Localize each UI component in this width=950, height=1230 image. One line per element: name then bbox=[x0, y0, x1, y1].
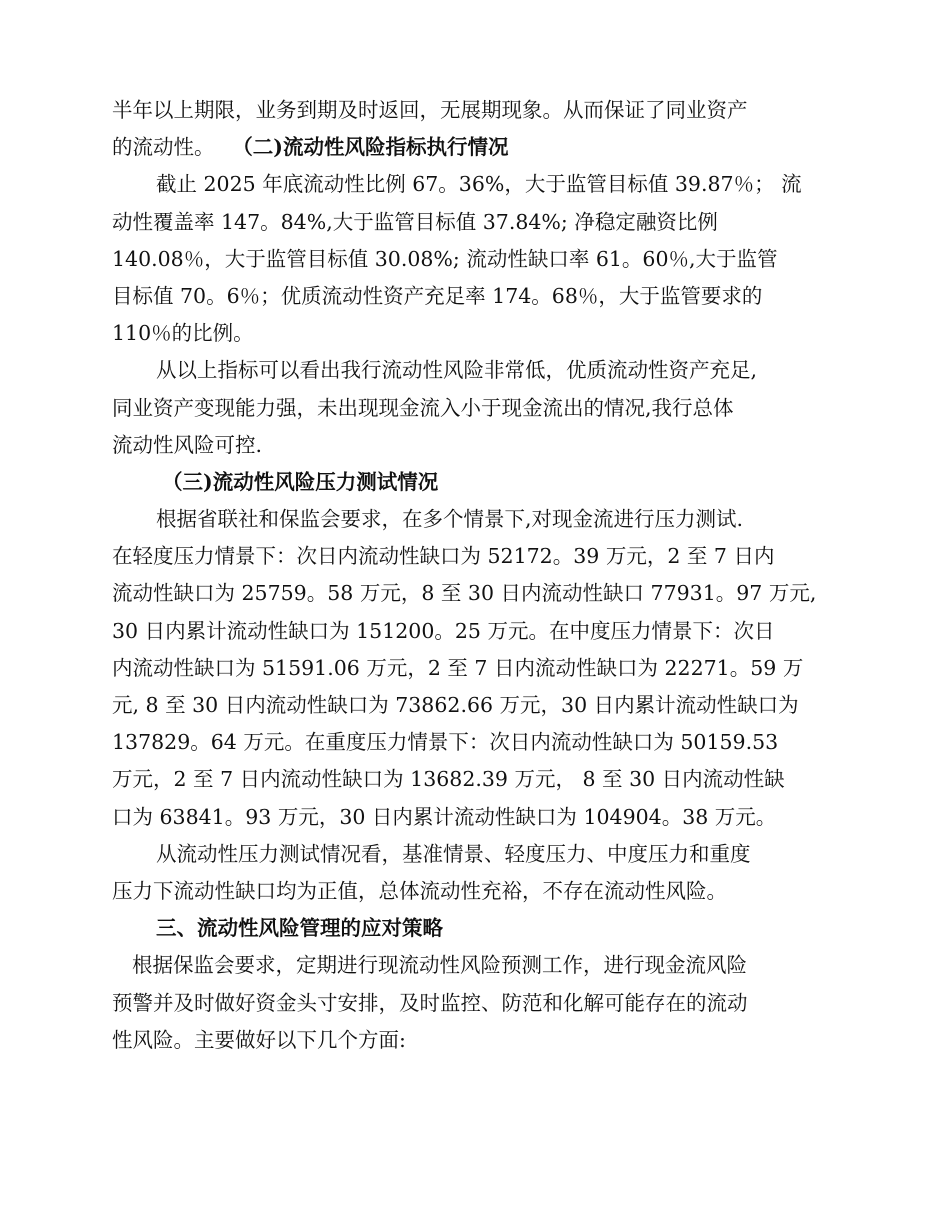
section-heading-liquidity-indicators: （二)流动性风险指标执行情况 bbox=[242, 135, 509, 160]
text-line: 从流动性压力测试情况看，基准情景、轻度压力、中度压力和重度 bbox=[156, 841, 751, 866]
text-line: 元, 8 至 30 日内流动性缺口为 73862.66 万元，30 日内累计流动性缺口为 bbox=[112, 693, 799, 717]
text-line: 半年以上期限，业务到期及时返回，无展期现象。从而保证了同业资产 bbox=[112, 98, 748, 122]
text-line: 从以上指标可以看出我行流动性风险非常低，优质流动性资产充足, bbox=[156, 358, 758, 383]
text-line: 性风险。主要做好以下几个方面: bbox=[112, 1027, 406, 1052]
section-heading-stress-test: （三)流动性风险压力测试情况 bbox=[162, 469, 439, 494]
document-body bbox=[112, 92, 842, 1059]
text-line: 110％的比例。 bbox=[112, 321, 254, 346]
text-line: 在轻度压力情景下：次日内流动性缺口为 52172。39 万元，2 至 7 日内 bbox=[112, 544, 775, 569]
text-fragment: 的流动性。 bbox=[112, 135, 215, 160]
section-heading-strategy: 三、流动性风险管理的应对策略 bbox=[156, 916, 443, 941]
text-line: 动性覆盖率 147。84%,大于监管目标值 37.84%; 净稳定融资比例 bbox=[112, 209, 718, 234]
text-line: 压力下流动性缺口均为正值，总体流动性充裕，不存在流动性风险。 bbox=[112, 878, 727, 903]
text-line: 30 日内累计流动性缺口为 151200。25 万元。在中度压力情景下：次日 bbox=[112, 618, 775, 643]
text-line: 截止 2025 年底流动性比例 67。36%，大于监管目标值 39.87％； 流 bbox=[156, 172, 802, 197]
text-line: 万元，2 至 7 日内流动性缺口为 13682.39 万元， 8 至 30 日内流动性缺 bbox=[112, 767, 785, 792]
text-line: 140.08％，大于监管目标值 30.08%; 流动性缺口率 61。60％,大于监管 bbox=[112, 246, 778, 271]
text-line-with-heading bbox=[112, 129, 842, 166]
text-line: 预警并及时做好资金头寸安排，及时监控、防范和化解可能存在的流动 bbox=[112, 990, 748, 1015]
text-line: 流动性缺口为 25759。58 万元，8 至 30 日内流动性缺口 77931。97 万元, bbox=[112, 581, 817, 606]
text-line: 根据省联社和保监会要求，在多个情景下,对现金流进行压力测试. bbox=[156, 507, 744, 532]
text-line: 137829。64 万元。在重度压力情景下：次日内流动性缺口为 50159.53 bbox=[112, 730, 779, 755]
text-line: 内流动性缺口为 51591.06 万元，2 至 7 日内流动性缺口为 22271。59 万 bbox=[112, 655, 804, 680]
text-line: 流动性风险可控. bbox=[112, 432, 263, 457]
text-line: 目标值 70。6％；优质流动性资产充足率 174。68％，大于监管要求的 bbox=[112, 283, 763, 308]
text-line: 根据保监会要求，定期进行现流动性风险预测工作，进行现金流风险 bbox=[132, 953, 747, 978]
text-line: 口为 63841。93 万元，30 日内累计流动性缺口为 104904。38 万元。 bbox=[112, 804, 777, 829]
text-line: 同业资产变现能力强，未出现现金流入小于现金流出的情况,我行总体 bbox=[112, 395, 734, 420]
